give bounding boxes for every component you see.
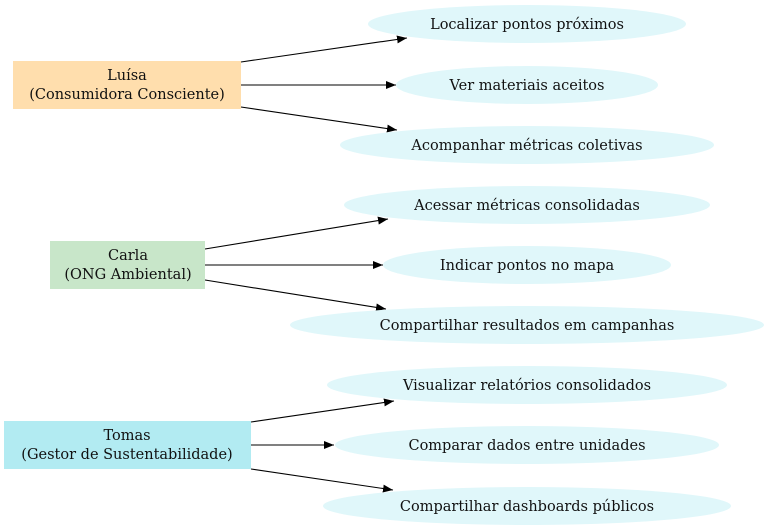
- usecase-label-luisa-3: Acompanhar métricas coletivas: [411, 138, 643, 154]
- usecase-label-tomas-1: Visualizar relatórios consolidados: [402, 378, 652, 394]
- edge-carla-1: [205, 219, 388, 249]
- usecase-label-tomas-2: Comparar dados entre unidades: [408, 438, 646, 454]
- actor-group-tomas: [4, 366, 731, 525]
- actor-role-carla: (ONG Ambiental): [64, 267, 192, 283]
- usecase-label-carla-1: Acessar métricas consolidadas: [414, 198, 640, 214]
- actor-name-luisa: Luísa: [107, 68, 147, 84]
- edge-luisa-3: [241, 107, 397, 130]
- usecase-label-luisa-2: Ver materiais aceitos: [449, 78, 605, 94]
- usecase-label-carla-2: Indicar pontos no mapa: [439, 258, 615, 274]
- edge-tomas-3: [251, 469, 393, 490]
- actor-name-carla: Carla: [108, 248, 148, 264]
- usecase-label-carla-3: Compartilhar resultados em campanhas: [379, 318, 675, 334]
- edge-tomas-1: [251, 401, 394, 422]
- edge-luisa-1: [241, 38, 407, 62]
- actor-group-carla: [50, 186, 764, 344]
- actor-name-tomas: Tomas: [103, 428, 151, 444]
- usecase-label-tomas-3: Compartilhar dashboards públicos: [399, 499, 655, 515]
- actor-role-tomas: (Gestor de Sustentabilidade): [21, 447, 233, 463]
- edge-carla-3: [205, 280, 386, 309]
- actor-group-luisa: [13, 5, 714, 164]
- usecase-label-luisa-1: Localizar pontos próximos: [430, 17, 624, 33]
- actor-role-luisa: (Consumidora Consciente): [29, 87, 225, 103]
